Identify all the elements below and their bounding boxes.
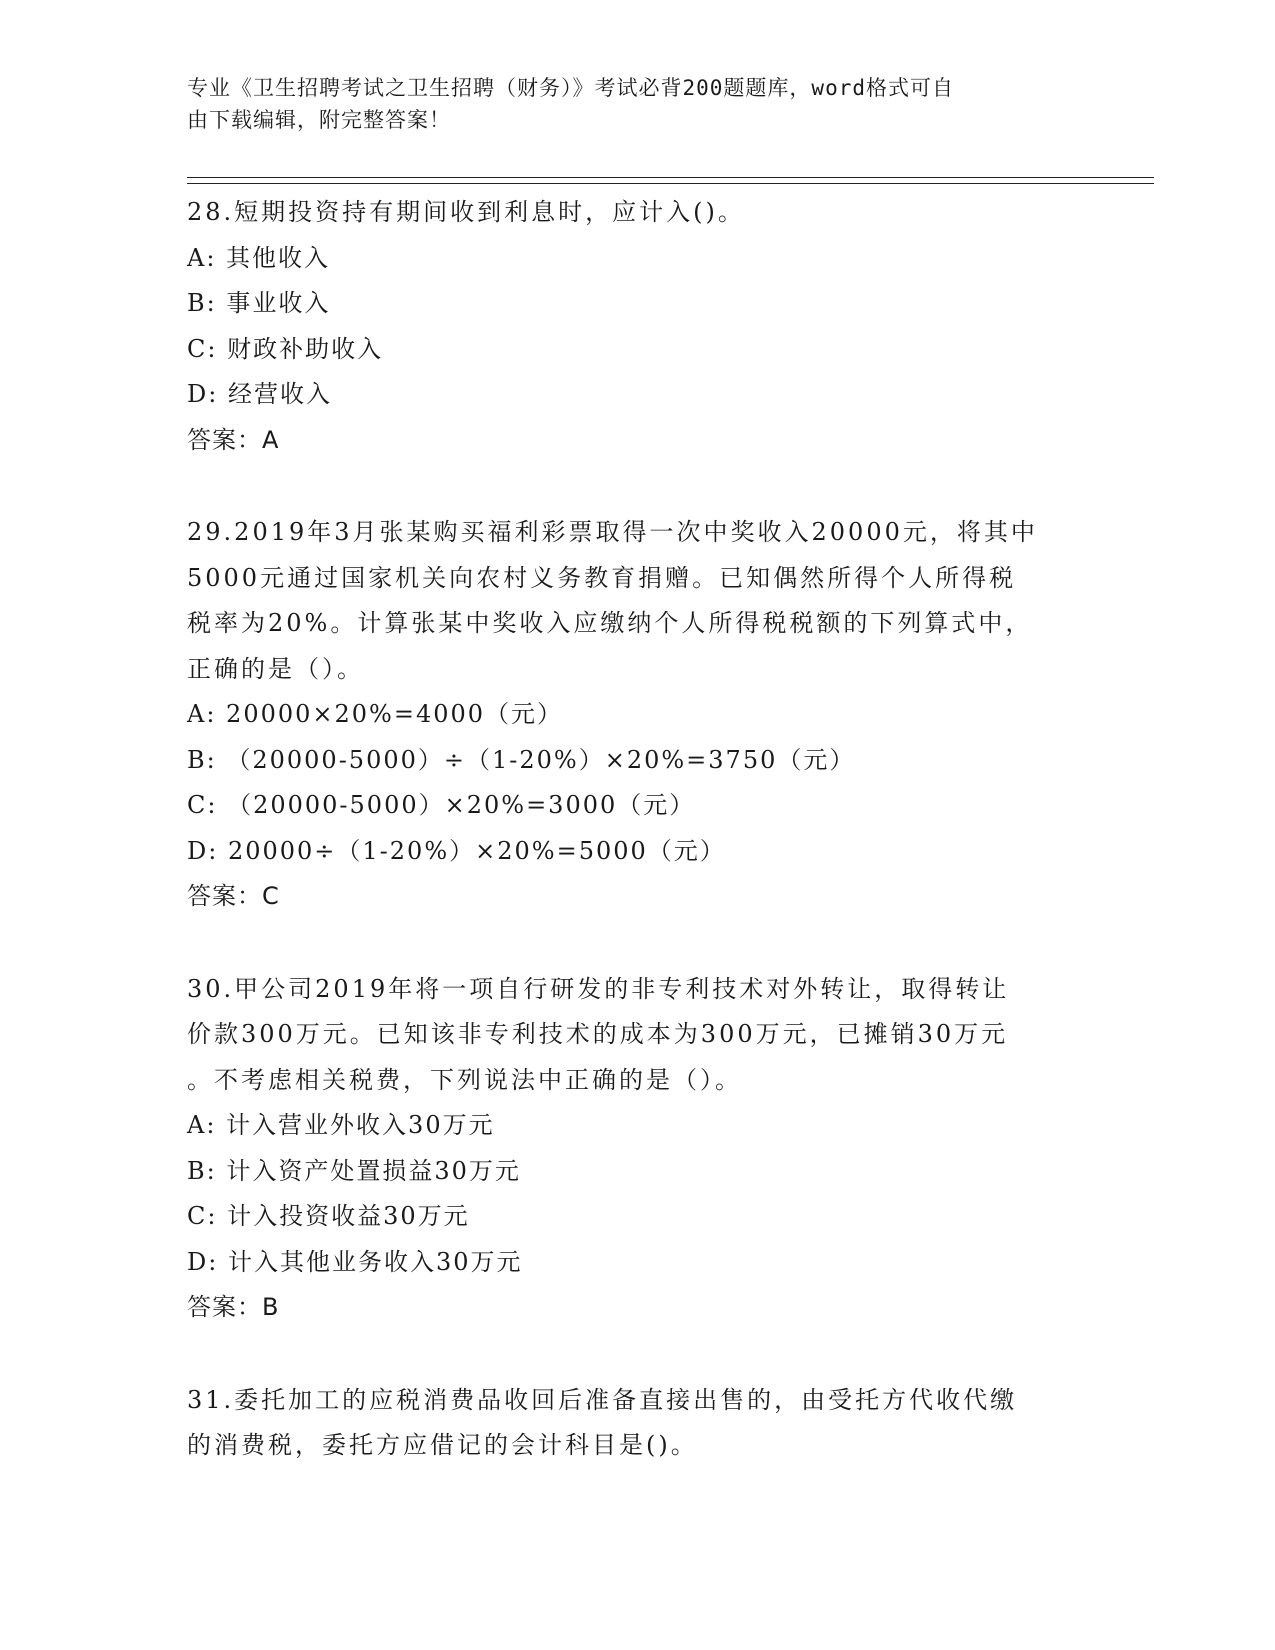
question-item	[187, 1378, 1087, 1469]
option-c: C: （20000-5000）×20%=3000（元）	[187, 791, 696, 819]
question-text: 28.短期投资持有期间收到利息时，应计入()。	[187, 198, 745, 226]
question-text: 31.委托加工的应税消费品收回后准备直接出售的，由受托方代收代缴	[187, 1385, 1018, 1414]
question-text: 价款300万元。已知该非专利技术的成本为300万元，已摊销30万元	[187, 1020, 1009, 1048]
answer-text: 答案：C	[187, 882, 280, 910]
question-item	[187, 510, 1087, 920]
answer-text: 答案：B	[187, 1293, 280, 1321]
option-d: D: 20000÷（1-20%）×20%=5000（元）	[187, 836, 726, 865]
answer-text: 答案：A	[187, 425, 280, 454]
question-item	[187, 190, 1087, 463]
option-c: C: 财政补助收入	[187, 334, 384, 363]
question-item	[187, 967, 1087, 1331]
question-text: 的消费税，委托方应借记的会计科目是()。	[187, 1431, 698, 1459]
option-a: A: 计入营业外收入30万元	[187, 1111, 495, 1139]
header-rule-bottom	[187, 183, 1154, 184]
question-text: 正确的是（）。	[187, 654, 364, 683]
option-a: A: 其他收入	[187, 243, 331, 272]
option-d: D: 经营收入	[187, 380, 332, 408]
question-text: 29.2019年3月张某购买福利彩票取得一次中奖收入20000元，将其中	[187, 518, 1038, 546]
question-text: 5000元通过国家机关向农村义务教育捐赠。已知偶然所得个人所得税	[187, 563, 1017, 592]
option-c: C: 计入投资收益30万元	[187, 1202, 470, 1230]
question-text: 。不考虑相关税费，下列说法中正确的是（）。	[187, 1065, 742, 1094]
option-d: D: 计入其他业务收入30万元	[187, 1247, 523, 1276]
question-text: 30.甲公司2019年将一项自行研发的非专利技术对外转让，取得转让	[187, 974, 1010, 1003]
option-b: B: 事业收入	[187, 289, 331, 317]
header-line: 专业《卫生招聘考试之卫生招聘（财务）》考试必背200题题库，word格式可自	[187, 76, 954, 100]
option-b: B: （20000-5000）÷（1-20%）×20%=3750（元）	[187, 745, 856, 774]
option-b: B: 计入资产处置损益30万元	[187, 1156, 521, 1185]
header-line: 由下载编辑，附完整答案！	[187, 108, 451, 132]
header-rule-top	[187, 177, 1154, 178]
question-list	[187, 190, 1087, 1516]
question-text: 税率为20%。计算张某中奖收入应缴纳个人所得税税额的下列算式中，	[187, 609, 1033, 637]
document-header	[187, 72, 1087, 136]
option-a: A: 20000×20%=4000（元）	[187, 700, 564, 728]
